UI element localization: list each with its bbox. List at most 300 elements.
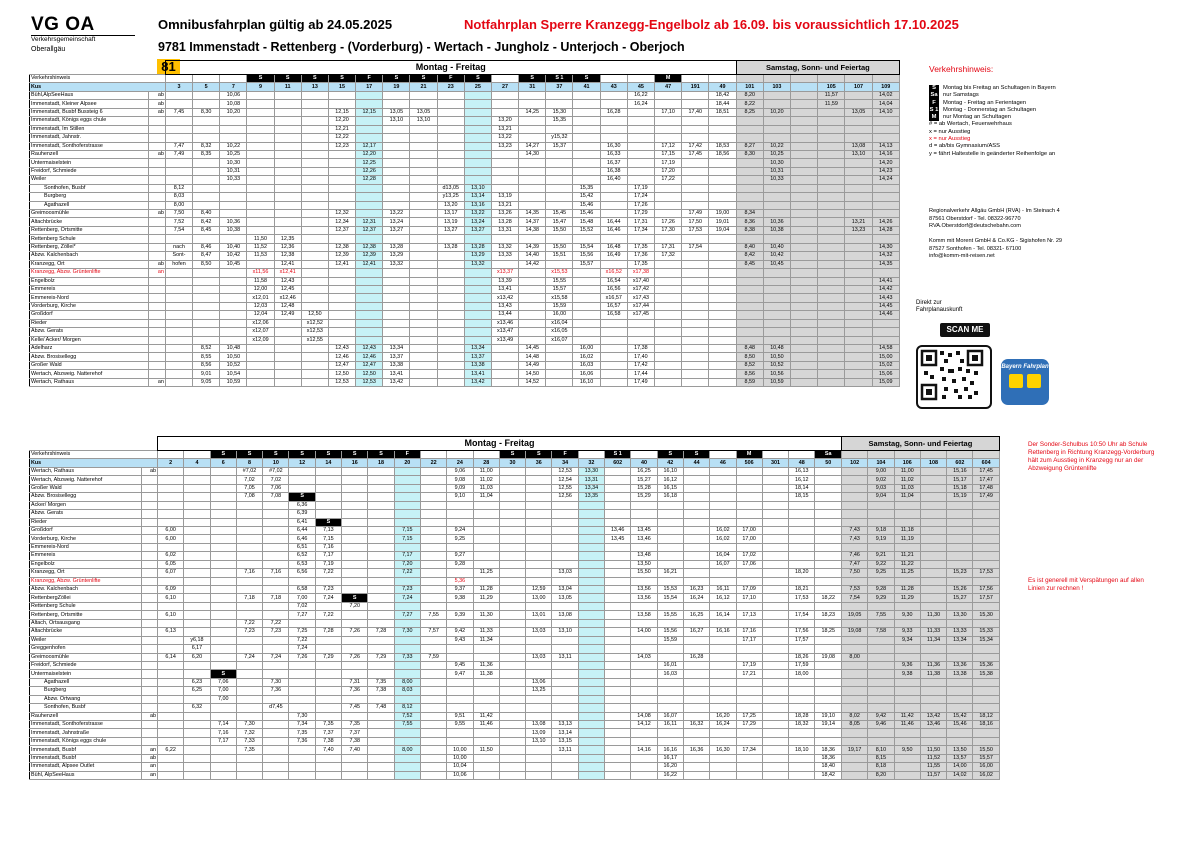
time-cell: 8,48 bbox=[736, 345, 763, 353]
time-cell: 15,56 bbox=[573, 252, 600, 260]
time-cell: 14,00 bbox=[947, 763, 973, 771]
time-cell: 12,53 bbox=[552, 467, 578, 475]
stop-name: Agathazell bbox=[30, 678, 142, 686]
time-cell: 16,24 bbox=[627, 100, 654, 108]
time-cell bbox=[573, 134, 600, 142]
time-cell: 7,30 bbox=[263, 678, 289, 686]
time-cell: 12,37 bbox=[356, 226, 383, 234]
time-cell bbox=[210, 611, 236, 619]
time-cell bbox=[682, 294, 709, 302]
time-cell: 12,55 bbox=[552, 484, 578, 492]
time-cell bbox=[894, 645, 920, 653]
time-cell: 17,29 bbox=[736, 721, 762, 729]
stop-name: Immenstadt, Sonthoferstrasse bbox=[30, 142, 149, 150]
time-cell bbox=[762, 510, 788, 518]
time-cell bbox=[947, 653, 973, 661]
time-cell bbox=[763, 269, 790, 277]
time-cell bbox=[158, 501, 184, 509]
time-cell bbox=[289, 670, 315, 678]
time-cell bbox=[709, 125, 736, 133]
time-cell bbox=[437, 277, 464, 285]
time-cell: 7,47 bbox=[842, 560, 868, 568]
time-cell bbox=[315, 678, 341, 686]
stop-direction bbox=[148, 345, 165, 353]
time-cell: x12,53 bbox=[301, 328, 328, 336]
time-cell: 12,21 bbox=[328, 125, 355, 133]
time-cell bbox=[328, 328, 355, 336]
time-cell: 15,35 bbox=[546, 117, 573, 125]
time-cell: x11,56 bbox=[247, 269, 274, 277]
time-cell bbox=[736, 302, 763, 310]
time-cell: 11,36 bbox=[920, 661, 946, 669]
time-cell bbox=[184, 746, 210, 754]
stop-direction bbox=[142, 560, 158, 568]
time-cell: 13,14 bbox=[464, 193, 491, 201]
time-cell bbox=[763, 184, 790, 192]
time-cell bbox=[464, 100, 491, 108]
time-cell: 17,50 bbox=[682, 218, 709, 226]
time-cell bbox=[818, 167, 845, 175]
time-cell: 7,28 bbox=[315, 628, 341, 636]
time-cell: 17,47 bbox=[973, 476, 999, 484]
time-cell bbox=[973, 543, 999, 551]
time-cell bbox=[791, 260, 818, 268]
time-cell bbox=[818, 108, 845, 116]
time-cell bbox=[791, 252, 818, 260]
time-cell: x16,52 bbox=[600, 269, 627, 277]
time-cell bbox=[420, 712, 446, 720]
kus-cell: 103 bbox=[763, 83, 790, 91]
time-cell: 13,25 bbox=[526, 687, 552, 695]
time-cell bbox=[845, 201, 872, 209]
table-row bbox=[30, 361, 900, 369]
time-cell bbox=[447, 602, 473, 610]
time-cell bbox=[289, 476, 315, 484]
time-cell bbox=[791, 142, 818, 150]
time-cell bbox=[818, 294, 845, 302]
time-cell bbox=[578, 602, 604, 610]
time-cell bbox=[845, 167, 872, 175]
time-cell: 6,10 bbox=[158, 594, 184, 602]
time-cell: 17,29 bbox=[627, 210, 654, 218]
time-cell bbox=[158, 712, 184, 720]
time-cell bbox=[736, 729, 762, 737]
stop-name: Abzw. Brosisellegg bbox=[30, 493, 142, 501]
time-cell: 7,31 bbox=[342, 678, 368, 686]
time-cell: 15,42 bbox=[947, 712, 973, 720]
time-cell bbox=[368, 712, 394, 720]
app-name: Bayern Fahrplan bbox=[1001, 364, 1049, 370]
time-cell bbox=[394, 467, 420, 475]
time-cell bbox=[420, 661, 446, 669]
time-cell bbox=[447, 678, 473, 686]
time-cell bbox=[973, 535, 999, 543]
time-cell: 9,28 bbox=[447, 560, 473, 568]
time-cell bbox=[818, 302, 845, 310]
time-cell bbox=[236, 510, 262, 518]
time-cell: 9,42 bbox=[868, 712, 894, 720]
time-cell bbox=[158, 493, 184, 501]
time-cell bbox=[709, 176, 736, 184]
time-cell: 7,16 bbox=[263, 569, 289, 577]
time-cell bbox=[710, 501, 736, 509]
time-cell bbox=[762, 543, 788, 551]
time-cell: 7,23 bbox=[236, 628, 262, 636]
time-cell bbox=[655, 210, 682, 218]
time-cell bbox=[383, 125, 410, 133]
time-cell: x13,42 bbox=[491, 294, 518, 302]
time-cell bbox=[627, 159, 654, 167]
time-cell bbox=[464, 311, 491, 319]
time-cell bbox=[410, 328, 437, 336]
time-cell bbox=[683, 526, 709, 534]
time-cell bbox=[631, 704, 657, 712]
time-cell: 10,33 bbox=[220, 176, 247, 184]
time-cell: 7,53 bbox=[842, 586, 868, 594]
time-cell bbox=[263, 602, 289, 610]
time-cell bbox=[274, 361, 301, 369]
time-cell bbox=[791, 311, 818, 319]
time-cell bbox=[519, 100, 546, 108]
stop-direction bbox=[148, 134, 165, 142]
stop-direction bbox=[148, 361, 165, 369]
time-cell bbox=[210, 501, 236, 509]
time-cell bbox=[263, 586, 289, 594]
time-cell bbox=[447, 543, 473, 551]
time-cell bbox=[868, 670, 894, 678]
time-cell bbox=[845, 100, 872, 108]
time-cell bbox=[328, 193, 355, 201]
time-cell bbox=[546, 176, 573, 184]
kus-cell: 18 bbox=[368, 459, 394, 467]
kus-cell: 21 bbox=[410, 83, 437, 91]
legend-item bbox=[929, 114, 1056, 121]
time-cell bbox=[947, 526, 973, 534]
stop-name: Untermaiselstein bbox=[30, 670, 142, 678]
time-cell bbox=[184, 619, 210, 627]
time-cell bbox=[710, 476, 736, 484]
time-cell: 6,20 bbox=[184, 653, 210, 661]
time-cell bbox=[356, 100, 383, 108]
time-cell: 8,25 bbox=[736, 108, 763, 116]
time-cell bbox=[578, 510, 604, 518]
time-cell bbox=[526, 510, 552, 518]
time-cell bbox=[709, 277, 736, 285]
time-cell bbox=[193, 193, 220, 201]
time-cell bbox=[872, 269, 899, 277]
time-cell bbox=[165, 176, 192, 184]
time-cell: 14,24 bbox=[872, 176, 899, 184]
time-cell bbox=[236, 687, 262, 695]
time-cell bbox=[328, 277, 355, 285]
time-cell: 8,30 bbox=[736, 150, 763, 158]
time-cell: 16,36 bbox=[683, 746, 709, 754]
time-cell bbox=[289, 577, 315, 585]
time-cell: 10,08 bbox=[220, 100, 247, 108]
time-cell bbox=[736, 653, 762, 661]
hint-cell bbox=[447, 451, 473, 459]
time-cell: 13,38 bbox=[383, 361, 410, 369]
time-cell bbox=[356, 336, 383, 344]
time-cell: 7,35 bbox=[368, 678, 394, 686]
time-cell: 13,26 bbox=[491, 210, 518, 218]
time-cell bbox=[736, 467, 762, 475]
time-cell: 8,05 bbox=[842, 721, 868, 729]
table-row bbox=[30, 167, 900, 175]
time-cell bbox=[184, 526, 210, 534]
stop-direction bbox=[142, 484, 158, 492]
time-cell bbox=[762, 552, 788, 560]
time-cell bbox=[578, 577, 604, 585]
time-cell bbox=[682, 184, 709, 192]
time-cell bbox=[342, 518, 368, 526]
time-cell bbox=[762, 712, 788, 720]
time-cell bbox=[683, 552, 709, 560]
time-cell bbox=[491, 361, 518, 369]
time-cell bbox=[410, 91, 437, 99]
time-cell bbox=[368, 493, 394, 501]
time-cell bbox=[605, 493, 631, 501]
time-cell bbox=[420, 763, 446, 771]
time-cell bbox=[193, 285, 220, 293]
time-cell: 7,23 bbox=[315, 586, 341, 594]
time-cell bbox=[710, 543, 736, 551]
table-row bbox=[30, 577, 1000, 585]
time-cell: 14,16 bbox=[631, 746, 657, 754]
time-cell bbox=[342, 712, 368, 720]
time-cell: 14,35 bbox=[519, 210, 546, 218]
time-cell bbox=[526, 746, 552, 754]
time-cell bbox=[499, 476, 525, 484]
time-cell bbox=[410, 302, 437, 310]
time-cell bbox=[552, 678, 578, 686]
time-cell bbox=[315, 670, 341, 678]
time-cell bbox=[158, 771, 184, 779]
time-cell bbox=[158, 661, 184, 669]
time-cell bbox=[263, 501, 289, 509]
time-cell bbox=[920, 678, 946, 686]
table-row bbox=[30, 586, 1000, 594]
table-row bbox=[30, 193, 900, 201]
time-cell bbox=[683, 763, 709, 771]
time-cell bbox=[815, 619, 842, 627]
time-cell bbox=[845, 302, 872, 310]
stop-name: Sonthofen, Busbf bbox=[30, 184, 149, 192]
time-cell bbox=[165, 125, 192, 133]
stop-name: Immenstadt, Sonthoferstrasse bbox=[30, 721, 142, 729]
time-cell bbox=[301, 243, 328, 251]
time-cell bbox=[710, 661, 736, 669]
time-cell bbox=[789, 704, 815, 712]
time-cell: 12,39 bbox=[356, 252, 383, 260]
legend-code: S bbox=[929, 85, 939, 92]
time-cell bbox=[789, 577, 815, 585]
time-cell bbox=[947, 552, 973, 560]
time-cell bbox=[315, 493, 341, 501]
qr-code-icon[interactable] bbox=[916, 345, 992, 409]
time-cell: 15,38 bbox=[973, 670, 999, 678]
time-cell bbox=[236, 577, 262, 585]
time-cell bbox=[818, 117, 845, 125]
time-cell: 18,22 bbox=[815, 594, 842, 602]
time-cell bbox=[158, 670, 184, 678]
time-cell bbox=[410, 243, 437, 251]
time-cell bbox=[600, 370, 627, 378]
time-cell bbox=[437, 235, 464, 243]
time-cell: 10,52 bbox=[763, 361, 790, 369]
time-cell bbox=[247, 142, 274, 150]
time-cell bbox=[845, 345, 872, 353]
time-cell: 17,12 bbox=[655, 142, 682, 150]
time-cell bbox=[655, 336, 682, 344]
table-row bbox=[30, 226, 900, 234]
time-cell bbox=[193, 117, 220, 125]
time-cell bbox=[657, 653, 683, 661]
time-cell: 10,36 bbox=[220, 218, 247, 226]
time-cell bbox=[368, 510, 394, 518]
time-cell bbox=[710, 493, 736, 501]
table-row bbox=[30, 476, 1000, 484]
time-cell: 6,09 bbox=[158, 586, 184, 594]
time-cell: 13,10 bbox=[845, 150, 872, 158]
time-cell bbox=[473, 526, 499, 534]
time-cell bbox=[842, 763, 868, 771]
time-cell bbox=[368, 569, 394, 577]
time-cell: 13,35 bbox=[578, 493, 604, 501]
time-cell: 9,24 bbox=[447, 526, 473, 534]
time-cell bbox=[301, 167, 328, 175]
time-cell bbox=[165, 336, 192, 344]
time-cell: 12,48 bbox=[274, 302, 301, 310]
kus-cell: 45 bbox=[627, 83, 654, 91]
time-cell: 14,23 bbox=[872, 167, 899, 175]
table-header-row bbox=[30, 437, 1000, 451]
time-cell bbox=[236, 704, 262, 712]
kus-cell: 34 bbox=[552, 459, 578, 467]
time-cell bbox=[247, 184, 274, 192]
time-cell bbox=[657, 552, 683, 560]
time-cell: 7,32 bbox=[236, 729, 262, 737]
time-cell bbox=[210, 746, 236, 754]
time-cell bbox=[437, 336, 464, 344]
time-cell bbox=[473, 763, 499, 771]
hint-cell bbox=[791, 75, 818, 83]
time-cell: #7,02 bbox=[236, 467, 262, 475]
hint-cell bbox=[473, 451, 499, 459]
time-cell: 14,40 bbox=[519, 252, 546, 260]
hint-cell bbox=[165, 75, 192, 83]
time-cell: 12,46 bbox=[356, 353, 383, 361]
time-cell bbox=[791, 370, 818, 378]
legend bbox=[929, 85, 1056, 158]
time-cell bbox=[709, 285, 736, 293]
time-cell bbox=[736, 328, 763, 336]
time-cell bbox=[736, 754, 762, 762]
stop-name: Altachbrücke bbox=[30, 218, 149, 226]
stop-name: Vorderburg, Kirche bbox=[30, 302, 149, 310]
time-cell bbox=[920, 518, 946, 526]
time-cell: 16,22 bbox=[657, 771, 683, 779]
stop-name: Burgberg bbox=[30, 193, 149, 201]
time-cell bbox=[762, 484, 788, 492]
legend-item bbox=[929, 107, 1056, 114]
time-cell bbox=[845, 184, 872, 192]
legend-note: x = nur Ausstieg bbox=[929, 136, 971, 143]
time-cell: 13,33 bbox=[491, 252, 518, 260]
time-cell bbox=[342, 577, 368, 585]
time-cell bbox=[872, 184, 899, 192]
stop-name: Wertach, Rathaus bbox=[30, 378, 149, 386]
time-cell: 13,03 bbox=[552, 569, 578, 577]
time-cell: 8,38 bbox=[736, 226, 763, 234]
time-cell: 7,23 bbox=[263, 628, 289, 636]
time-cell bbox=[301, 226, 328, 234]
time-cell bbox=[247, 134, 274, 142]
time-cell: x12,06 bbox=[247, 319, 274, 327]
time-cell bbox=[499, 653, 525, 661]
time-cell bbox=[683, 661, 709, 669]
time-cell bbox=[184, 602, 210, 610]
time-cell bbox=[383, 285, 410, 293]
hint-cell: S bbox=[263, 451, 289, 459]
time-cell: 13,31 bbox=[491, 226, 518, 234]
time-cell bbox=[710, 602, 736, 610]
time-cell bbox=[394, 501, 420, 509]
time-cell bbox=[842, 645, 868, 653]
time-cell bbox=[973, 678, 999, 686]
kus-cell: 46 bbox=[710, 459, 736, 467]
time-cell: 10,20 bbox=[763, 108, 790, 116]
bayern-fahrplan-app-icon[interactable] bbox=[1001, 359, 1049, 405]
time-cell bbox=[552, 560, 578, 568]
legend-title: Verkehrshinweis: bbox=[929, 64, 994, 74]
time-cell: 6,10 bbox=[158, 611, 184, 619]
time-cell bbox=[464, 108, 491, 116]
time-cell bbox=[368, 518, 394, 526]
time-cell: 16,20 bbox=[657, 763, 683, 771]
time-cell bbox=[818, 159, 845, 167]
time-cell bbox=[328, 184, 355, 192]
time-cell bbox=[356, 125, 383, 133]
time-cell bbox=[709, 243, 736, 251]
time-cell: 15,09 bbox=[872, 378, 899, 386]
time-cell bbox=[368, 695, 394, 703]
time-cell bbox=[315, 619, 341, 627]
time-cell bbox=[818, 134, 845, 142]
time-cell bbox=[447, 695, 473, 703]
time-cell: 15,51 bbox=[546, 252, 573, 260]
time-cell bbox=[274, 159, 301, 167]
time-cell bbox=[736, 493, 762, 501]
time-cell bbox=[762, 704, 788, 712]
time-cell bbox=[158, 695, 184, 703]
stop-name: RettenbergZöllei bbox=[30, 594, 142, 602]
time-cell bbox=[818, 260, 845, 268]
kus-cell: 2 bbox=[158, 459, 184, 467]
time-cell bbox=[868, 678, 894, 686]
time-cell bbox=[736, 167, 763, 175]
time-cell bbox=[301, 378, 328, 386]
time-cell bbox=[394, 518, 420, 526]
time-cell: 16,57 bbox=[600, 302, 627, 310]
hint-cell bbox=[420, 451, 446, 459]
time-cell: 13,10 bbox=[383, 117, 410, 125]
time-cell bbox=[368, 543, 394, 551]
time-cell bbox=[815, 569, 842, 577]
hint-cell bbox=[868, 451, 894, 459]
weekend-header: Samstag, Sonn- und Feiertag bbox=[736, 61, 899, 75]
time-cell bbox=[818, 193, 845, 201]
